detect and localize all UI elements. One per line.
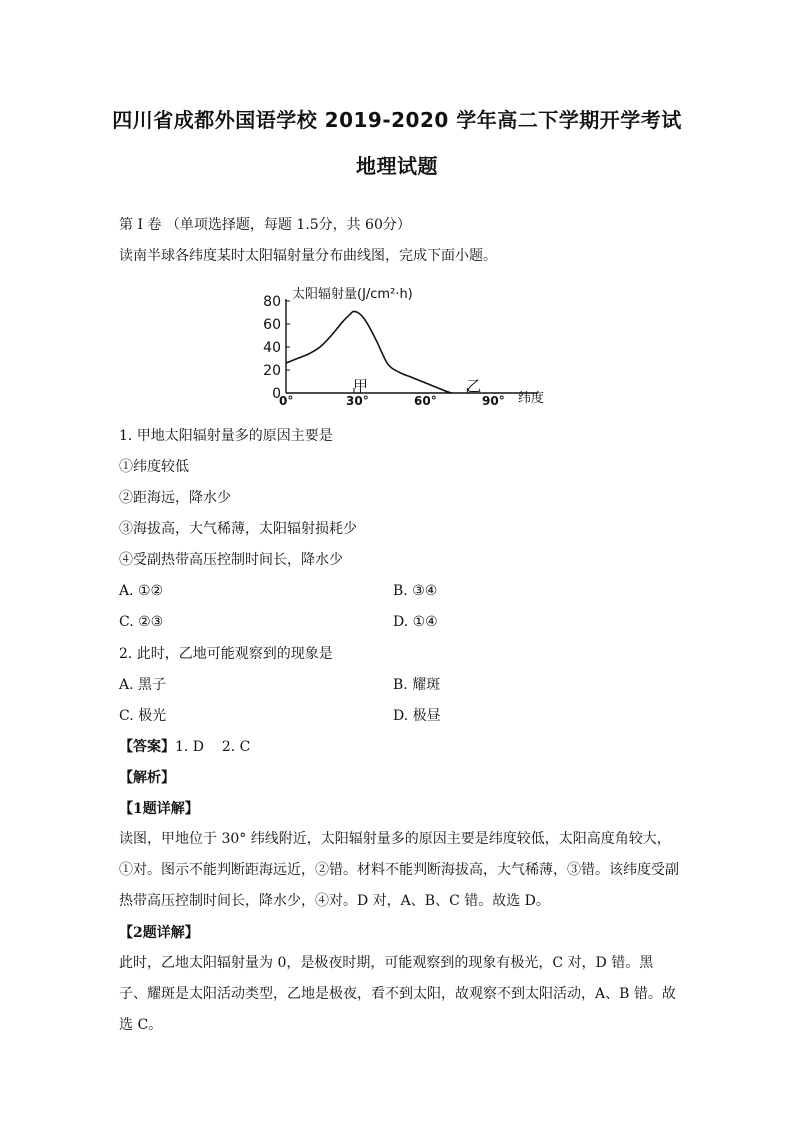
y-tick-label: 0 bbox=[272, 386, 281, 402]
chart-title: 太阳辐射量(J/cm²·h) bbox=[292, 287, 413, 302]
q1-option-b: B. ③④ bbox=[393, 583, 438, 599]
x-axis-label: 纬度 bbox=[518, 391, 545, 406]
solar-radiation-chart bbox=[255, 281, 545, 408]
q2-option-b: B. 耀斑 bbox=[393, 677, 441, 693]
page-title: 四川省成都外国语学校 2019-2020 学年高二下学期开学考试 bbox=[112, 108, 682, 132]
y-tick-label: 80 bbox=[263, 294, 281, 310]
q1-option-d: D. ①④ bbox=[393, 614, 438, 630]
x-ticks bbox=[279, 394, 505, 408]
detail-1-text: 读图，甲地位于 30° 纬线附近，太阳辐射量多的原因主要是纬度较低，太阳高度角较大，①对。图示不能判断距海远近，②错。材料不能判断海拔高，大气稀薄，③错。该纬度受副热带高压控制时间长，降水少，④对。D 对，A、B、C 错。故选 D。 bbox=[119, 831, 679, 909]
section-intro: 读南半球各纬度某时太阳辐射量分布曲线图，完成下面小题。 bbox=[119, 248, 497, 264]
detail-2-label: 【2题详解】 bbox=[119, 925, 199, 941]
q1-stem: 1. 甲地太阳辐射量多的原因主要是 bbox=[119, 428, 333, 444]
q2-stem: 2. 此时，乙地可能观察到的现象是 bbox=[119, 646, 333, 662]
series-line bbox=[286, 311, 452, 393]
x-tick-label: 0° bbox=[279, 394, 294, 408]
y-tick-label: 20 bbox=[263, 363, 281, 379]
detail-2-text: 此时，乙地太阳辐射量为 0，是极夜时期，可能观察到的现象有极光，C 对，D 错。黑子、耀斑是太阳活动类型，乙地是极夜，看不到太阳，故观察不到太阳活动，A、B 错。故选 C。 bbox=[119, 955, 676, 1033]
q1-statement-1: ①纬度较低 bbox=[119, 459, 189, 475]
answer-label: 【答案】 bbox=[119, 739, 175, 755]
q2-option-d: D. 极昼 bbox=[393, 708, 441, 724]
x-tick-label: 60° bbox=[414, 394, 437, 408]
y-tick-label: 60 bbox=[263, 317, 281, 333]
q1-option-a: A. ①② bbox=[119, 583, 164, 599]
q2-option-a: A. 黑子 bbox=[119, 677, 167, 693]
analysis-label: 【解析】 bbox=[119, 770, 175, 786]
q1-statement-3: ③海拔高，大气稀薄，太阳辐射损耗少 bbox=[119, 521, 357, 537]
x-tick-label: 30° bbox=[346, 394, 369, 408]
q2-option-c: C. 极光 bbox=[119, 708, 167, 724]
detail-1-label: 【1题详解】 bbox=[119, 801, 199, 817]
point-annotation: 乙 bbox=[466, 377, 482, 395]
answer-line bbox=[119, 738, 250, 756]
y-tick-label: 40 bbox=[263, 340, 281, 356]
page-subtitle: 地理试题 bbox=[356, 154, 438, 178]
section-label: 第 I 卷 （单项选择题，每题 1.5分，共 60分） bbox=[119, 217, 411, 233]
x-tick-label: 90° bbox=[482, 394, 505, 408]
answer-text: 1. D 2. C bbox=[175, 739, 251, 755]
point-annotation: 甲 bbox=[353, 377, 369, 395]
q1-option-c: C. ②③ bbox=[119, 614, 164, 630]
q1-statement-4: ④受副热带高压控制时间长，降水少 bbox=[119, 552, 343, 568]
q1-statement-2: ②距海远，降水少 bbox=[119, 490, 231, 506]
